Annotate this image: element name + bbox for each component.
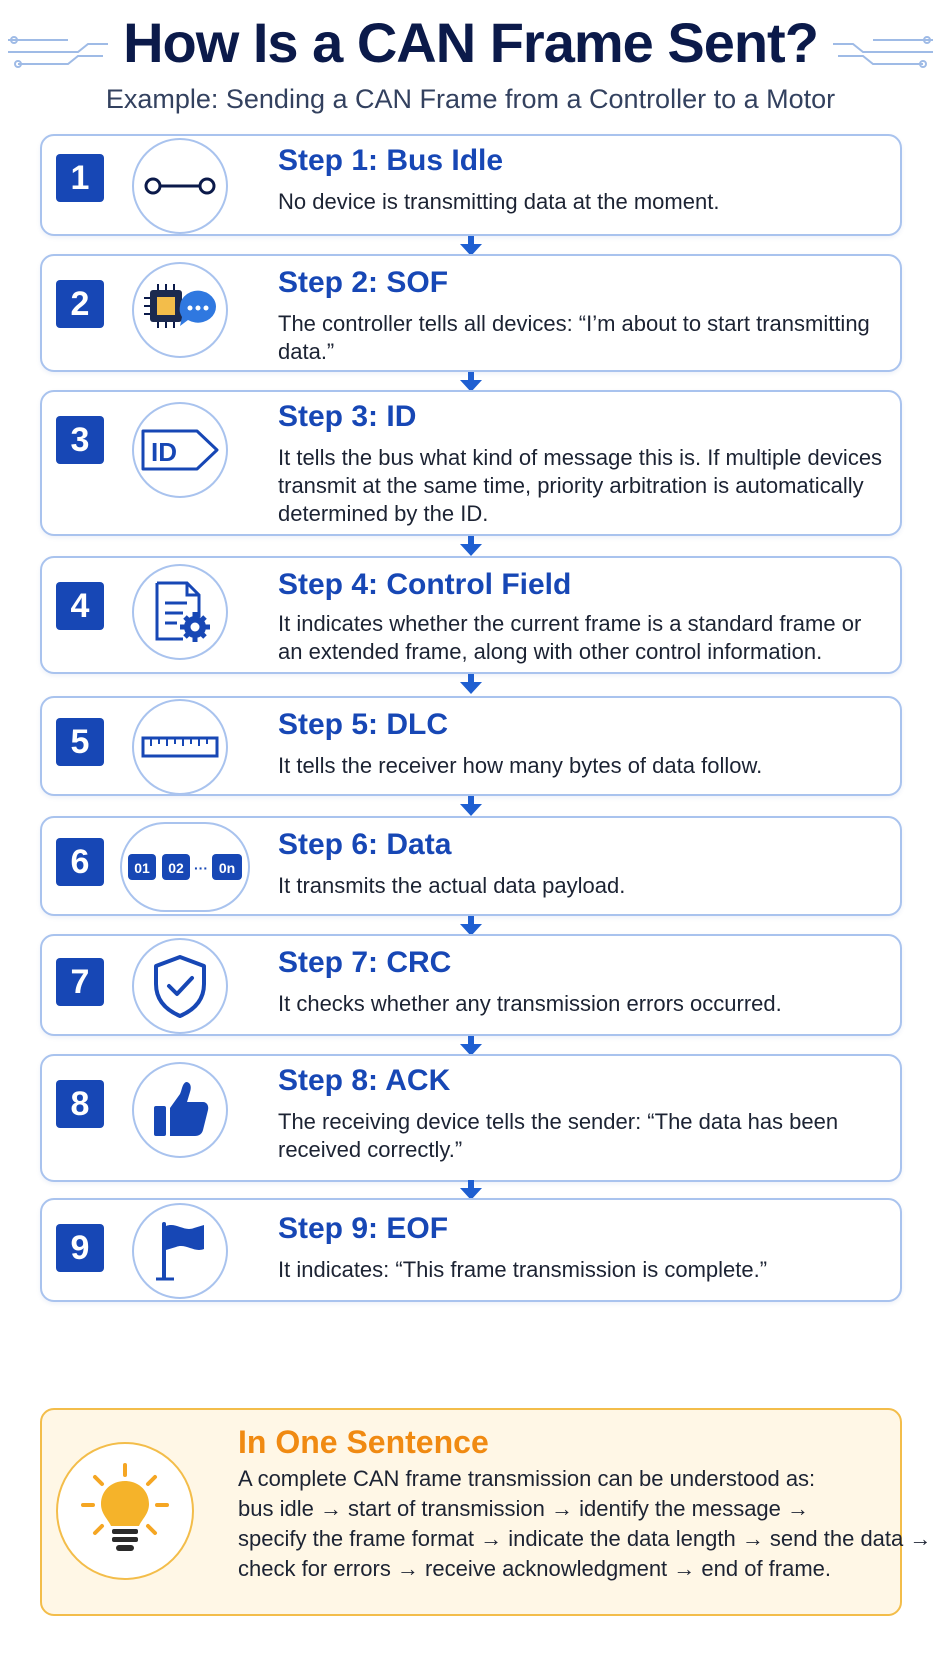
step-card-8 — [40, 1054, 902, 1182]
step-description: The receiving device tells the sender: “The data has been received correctly.” — [278, 1109, 839, 1162]
arrow-down-icon — [460, 236, 482, 256]
step-card-5 — [40, 696, 902, 796]
arrow-down-icon — [460, 1036, 482, 1056]
thumbs-up-icon — [132, 1062, 228, 1158]
flag-icon — [132, 1203, 228, 1299]
arrow-down-icon — [460, 536, 482, 556]
step-title: Step 3: ID — [278, 400, 417, 433]
step-number: 7 — [56, 958, 104, 1006]
step-title: Step 8: ACK — [278, 1064, 451, 1097]
chip-message-icon — [132, 262, 228, 358]
bus-idle-icon — [132, 138, 228, 234]
step-number: 2 — [56, 280, 104, 328]
summary-line: bus idle → start of transmission → identify the message → — [238, 1496, 810, 1521]
step-card-3 — [40, 390, 902, 536]
step-description: The controller tells all devices: “I’m about to start transmitting data.” — [278, 311, 870, 364]
step-card-6 — [40, 816, 902, 916]
step-card-1 — [40, 134, 902, 236]
ruler-icon — [132, 699, 228, 795]
arrow-down-icon — [460, 372, 482, 392]
step-title: Step 7: CRC — [278, 946, 452, 979]
step-number: 3 — [56, 416, 104, 464]
step-description: It indicates whether the current frame is a standard frame or an extended frame, along with other control information. — [278, 611, 862, 664]
step-card-7 — [40, 934, 902, 1036]
step-number: 4 — [56, 582, 104, 630]
step-description: It indicates: “This frame transmission is complete.” — [278, 1257, 768, 1282]
summary-line: A complete CAN frame transmission can be understood as: — [238, 1466, 816, 1491]
document-gear-icon — [132, 564, 228, 660]
arrow-down-icon — [460, 1180, 482, 1200]
id-tag-icon — [132, 402, 228, 498]
step-description: It checks whether any transmission errors occurred. — [278, 991, 782, 1016]
step-card-2 — [40, 254, 902, 372]
step-card-9 — [40, 1198, 902, 1302]
summary-title: In One Sentence — [238, 1424, 489, 1460]
page-subtitle: Example: Sending a CAN Frame from a Controller to a Motor — [105, 84, 836, 114]
step-title: Step 9: EOF — [278, 1212, 449, 1245]
data-byte-label: 02 — [168, 860, 184, 876]
summary-line: specify the frame format → indicate the data length → send the data → — [238, 1526, 932, 1551]
shield-check-icon — [132, 938, 228, 1034]
step-title: Step 2: SOF — [278, 266, 449, 299]
step-card-4 — [40, 556, 902, 674]
id-tag-label: ID — [151, 437, 177, 467]
circuit-decoration-right-icon — [833, 32, 933, 72]
step-title: Step 1: Bus Idle — [278, 144, 504, 177]
step-number: 8 — [56, 1080, 104, 1128]
step-number: 6 — [56, 838, 104, 886]
step-title: Step 6: Data — [278, 828, 452, 861]
step-description: It tells the receiver how many bytes of data follow. — [278, 753, 763, 778]
lightbulb-icon — [56, 1442, 194, 1580]
data-byte-label: 0n — [218, 860, 236, 876]
step-description: No device is transmitting data at the moment. — [278, 189, 720, 214]
data-byte-ellipsis: ··· — [194, 860, 208, 876]
header — [0, 0, 941, 130]
data-bytes-icon — [120, 822, 250, 912]
step-description: It transmits the actual data payload. — [278, 873, 626, 898]
step-number: 1 — [56, 154, 104, 202]
step-title: Step 5: DLC — [278, 708, 449, 741]
step-number: 9 — [56, 1224, 104, 1272]
arrow-down-icon — [460, 916, 482, 936]
step-title: Step 4: Control Field — [278, 568, 572, 601]
step-number: 5 — [56, 718, 104, 766]
summary-card — [40, 1408, 932, 1616]
arrow-down-icon — [460, 674, 482, 694]
page-title: How Is a CAN Frame Sent? — [123, 11, 818, 74]
arrow-down-icon — [460, 796, 482, 816]
summary-line: check for errors → receive acknowledgment → end of frame. — [238, 1556, 832, 1581]
step-description: It tells the bus what kind of message this is. If multiple devices transmit at the same time, priority arbitration is automatically determined by the ID. — [278, 445, 883, 526]
data-byte-label: 01 — [134, 860, 150, 876]
